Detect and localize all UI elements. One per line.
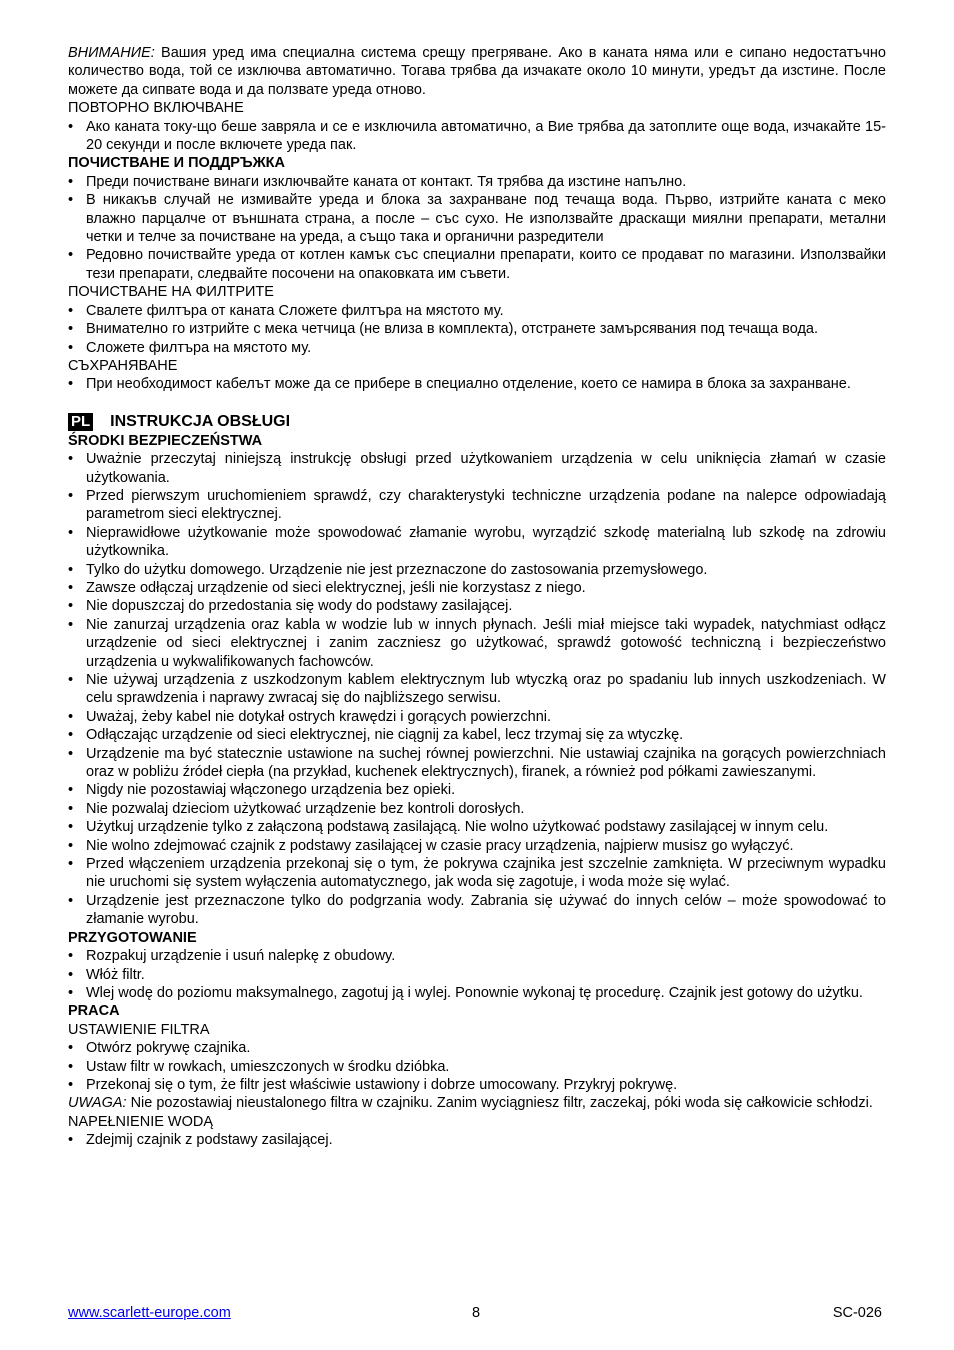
- list-item: • Zdejmij czajnik z podstawy zasilającej.: [68, 1131, 886, 1149]
- list-item: • Nie pozwalaj dzieciom użytkować urządzenie bez kontroli dorosłych.: [68, 800, 886, 818]
- storage-list: [68, 375, 886, 393]
- list-item: • Nie dopuszczaj do przedostania się wody do podstawy zasilającej.: [68, 597, 886, 615]
- restart-list: [68, 118, 886, 155]
- list-item: • Włóż filtr.: [68, 966, 886, 984]
- list-item: • Сложете филтъра на мястото му.: [68, 339, 886, 357]
- list-item: • Nigdy nie pozostawiaj włączonego urządzenia bez opieki.: [68, 781, 886, 799]
- cleaning-list: [68, 173, 886, 283]
- note-paragraph: [68, 1094, 886, 1112]
- list-item: • Odłączając urządzenie od sieci elektrycznej, nie ciągnij za kabel, lecz trzymaj się za wtyczkę.: [68, 726, 886, 744]
- filter-cleaning-heading: ПОЧИСТВАНЕ НА ФИЛТРИТЕ: [68, 284, 274, 301]
- restart-heading: ПОВТОРНО ВКЛЮЧВАНЕ: [68, 100, 244, 117]
- safety-heading: ŚRODKI BEZPIECZEŃSTWA: [68, 432, 263, 449]
- document-page: [68, 44, 886, 1150]
- list-item: • При необходимост кабелът може да се прибере в специално отделение, което се намира в блока за захранване.: [68, 375, 886, 393]
- list-item: • В никакъв случай не измивайте уреда и блока за захранване под течаща вода. Първо, изтрийте каната с меко влажно парцалче от външната страна, а после – със сухо. Не използвайте драскащи миялни препарати, метални четки и телче за почистване на уреда, а също така и органични разредители: [68, 191, 886, 246]
- page-number: 8: [472, 1305, 481, 1321]
- list-item: • Редовно почиствайте уреда от котлен камък със специални препарати, които се продават по магазини. Използвайки тези препарати, следвайте посочени на опаковката им съвети.: [68, 246, 886, 283]
- preparation-list: [68, 947, 886, 1002]
- filter-setup-heading: USTAWIENIE FILTRA: [68, 1021, 210, 1038]
- list-item: • Tylko do użytku domowego. Urządzenie nie jest przeznaczone do zastosowania przemysłowego.: [68, 561, 886, 579]
- note-text: Nie pozostawiaj nieustalonego filtra w czajniku. Zanim wyciągniesz filtr, zaczekaj, póki woda się całkowicie schłodzi.: [126, 1095, 873, 1112]
- list-item: • Uważnie przeczytaj niniejszą instrukcję obsługi przed użytkowaniem urządzenia w celu uniknięcia złamań w czasie użytkowania.: [68, 450, 886, 487]
- note-label: UWAGA:: [68, 1095, 127, 1112]
- storage-heading: СЪХРАНЯВАНЕ: [68, 357, 178, 374]
- list-item: • Свалете филтъра от каната Сложете филтъра на мястото му.: [68, 302, 886, 320]
- list-item: • Rozpakuj urządzenie i usuń nalepkę z obudowy.: [68, 947, 886, 965]
- list-item: • Ако каната току-що беше завряла и се е изключила автоматично, а Вие трябва да затоплите още вода, изчакайте 15-20 секунди и после включете уреда пак.: [68, 118, 886, 155]
- list-item: • Urządzenie ma być statecznie ustawione na suchej równej powierzchni. Nie ustawiaj czajnika na gorących powierzchniach oraz w pobliżu źródeł ciepła (na przykład, kuchenek elektrycznych), firanek, a również pod półkami zawieszanymi.: [68, 745, 886, 782]
- fill-heading: NAPEŁNIENIE WODĄ: [68, 1113, 214, 1130]
- page-footer: [68, 1303, 886, 1323]
- list-item: • Nieprawidłowe użytkowanie może spowodować złamanie wyrobu, wyrządzić szkodę materialną lub szkodę na zdrowiu użytkownika.: [68, 524, 886, 561]
- warning-text: Вашия уред има специална система срещу прегряване. Ако в каната няма или е сипано недостатъчно количество вода, той се изключва автоматично. Тогава трябва да изчакате около 10 минути, уредът да изстине. После можете да сипвате вода и да ползвате уреда отново.: [68, 45, 886, 98]
- list-item: • Zawsze odłączaj urządzenie od sieci elektrycznej, jeśli nie korzystasz z niego.: [68, 579, 886, 597]
- list-item: • Otwórz pokrywę czajnika.: [68, 1039, 886, 1057]
- list-item: • Uważaj, żeby kabel nie dotykał ostrych krawędzi i gorących powierzchni.: [68, 708, 886, 726]
- filter-setup-list: [68, 1039, 886, 1094]
- fill-list: [68, 1131, 886, 1149]
- list-item: • Nie zanurzaj urządzenia oraz kabla w wodzie lub w innych płynach. Jeśli miał miejsce taki wypadek, natychmiast odłącz urządzenie od sieci elektrycznej i zanim zaczniesz go użytkować, sprawdź gotowość techniczną i bezpieczeństwo urządzenia u wykwalifikowanych fachowców.: [68, 616, 886, 671]
- preparation-heading: PRZYGOTOWANIE: [68, 929, 197, 946]
- pl-title-text: INSTRUKCJA OBSŁUGI: [110, 412, 291, 430]
- pl-section-title: [68, 412, 886, 432]
- warning-label: ВНИМАНИЕ:: [68, 45, 155, 61]
- website-link[interactable]: www.scarlett-europe.com: [68, 1305, 231, 1321]
- list-item: • Преди почистване винаги изключвайте каната от контакт. Тя трябва да изстине напълно.: [68, 173, 886, 191]
- work-heading: PRACA: [68, 1003, 120, 1020]
- list-item: • Nie używaj urządzenia z uszkodzonym kablem elektrycznym lub wtyczką oraz po spadaniu lub innych uszkodzeniach. W celu sprawdzenia i naprawy zwracaj się do najbliższego serwisu.: [68, 671, 886, 708]
- model-number: SC-026: [832, 1305, 882, 1321]
- language-badge: PL: [68, 413, 93, 431]
- list-item: • Użytkuj urządzenie tylko z załączoną podstawą zasilającą. Nie wolno użytkować podstawy zasilającej w innym celu.: [68, 818, 886, 836]
- list-item: • Przed włączeniem urządzenia przekonaj się o tym, że pokrywa czajnika jest szczelnie zamknięta. W przeciwnym wypadku nie uruchomi się system wyłączenia automatycznego, jak woda się zagotuje, i woda może się wylać.: [68, 855, 886, 892]
- list-item: • Przekonaj się o tym, że filtr jest właściwie ustawiony i dobrze umocowany. Przykryj pokrywę.: [68, 1076, 886, 1094]
- cleaning-heading: ПОЧИСТВАНЕ И ПОДДРЪЖКА: [68, 155, 285, 172]
- list-item: • Urządzenie jest przeznaczone tylko do podgrzania wody. Zabrania się używać do innych celów – może spowodować to złamanie wyrobu.: [68, 892, 886, 929]
- list-item: • Przed pierwszym uruchomieniem sprawdź, czy charakterystyki techniczne urządzenia podane na nalepce odpowiadają parametrom sieci elektrycznej.: [68, 487, 886, 524]
- list-item: • Nie wolno zdejmować czajnik z podstawy zasilającej w czasie pracy urządzenia, najpierw musisz go wyłączyć.: [68, 837, 886, 855]
- filter-cleaning-list: [68, 302, 886, 357]
- safety-list: [68, 450, 886, 929]
- list-item: • Внимателно го изтрийте с мека четчица (не влиза в комплекта), отстранете замърсявания под течаща вода.: [68, 320, 886, 338]
- list-item: • Wlej wodę do poziomu maksymalnego, zagotuj ją i wylej. Ponownie wykonaj tę procedurę. Czajnik jest gotowy do użytku.: [68, 984, 886, 1002]
- section-spacer: [68, 394, 886, 412]
- warning-paragraph: [68, 44, 886, 99]
- list-item: • Ustaw filtr w rowkach, umieszczonych w środku dzióbka.: [68, 1058, 886, 1076]
